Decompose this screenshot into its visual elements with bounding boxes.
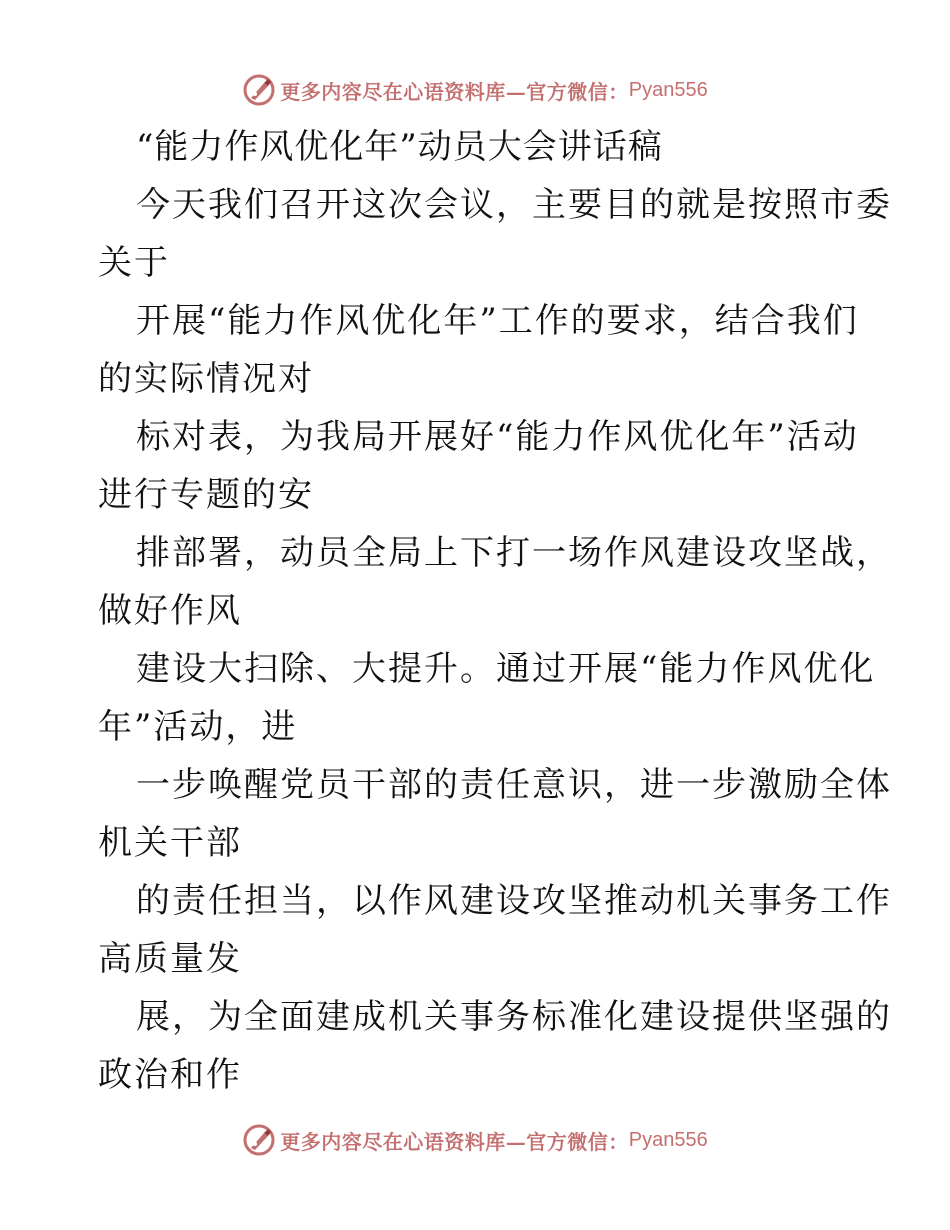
text-line: 政治和作 [98, 1055, 242, 1095]
text-line: 做好作风 [98, 591, 242, 631]
text-line: 今天我们召开这次会议，主要目的就是按照市委 [136, 185, 892, 225]
text-line: 开展“能力作风优化年”工作的要求，结合我们 [136, 301, 859, 341]
document-lines [98, 176, 892, 1104]
pen-logo-icon [242, 1123, 276, 1157]
watermark-wechat-id: Pyan556 [628, 1128, 708, 1151]
text-line: 一步唤醒党员干部的责任意识，进一步激励全体 [136, 765, 892, 805]
text-line: 年”活动，进 [98, 707, 298, 747]
text-line: 关于 [98, 243, 170, 283]
text-line: 高质量发 [98, 939, 242, 979]
document-body [98, 118, 892, 1104]
text-line: 展，为全面建成机关事务标准化建设提供坚强的 [136, 997, 892, 1037]
watermark-banner-bottom [0, 1120, 950, 1160]
text-line: 标对表，为我局开展好“能力作风优化年”活动 [136, 417, 859, 457]
text-line: 机关干部 [98, 823, 242, 863]
text-line: 建设大扫除、大提升。通过开展“能力作风优化 [136, 649, 876, 689]
text-line: 排部署，动员全局上下打一场作风建设攻坚战， [136, 533, 892, 573]
document-title: “能力作风优化年”动员大会讲话稿 [136, 127, 663, 167]
text-line: 的实际情况对 [98, 359, 314, 399]
watermark-wechat-id: Pyan556 [628, 78, 708, 101]
watermark-banner-top [0, 70, 950, 110]
text-line: 进行专题的安 [98, 475, 314, 515]
watermark-text: 更多内容尽在心语资料库—官方微信： [280, 1129, 629, 1154]
watermark-text: 更多内容尽在心语资料库—官方微信： [280, 79, 629, 104]
text-line: 的责任担当，以作风建设攻坚推动机关事务工作 [136, 881, 892, 921]
pen-logo-icon [242, 73, 276, 107]
